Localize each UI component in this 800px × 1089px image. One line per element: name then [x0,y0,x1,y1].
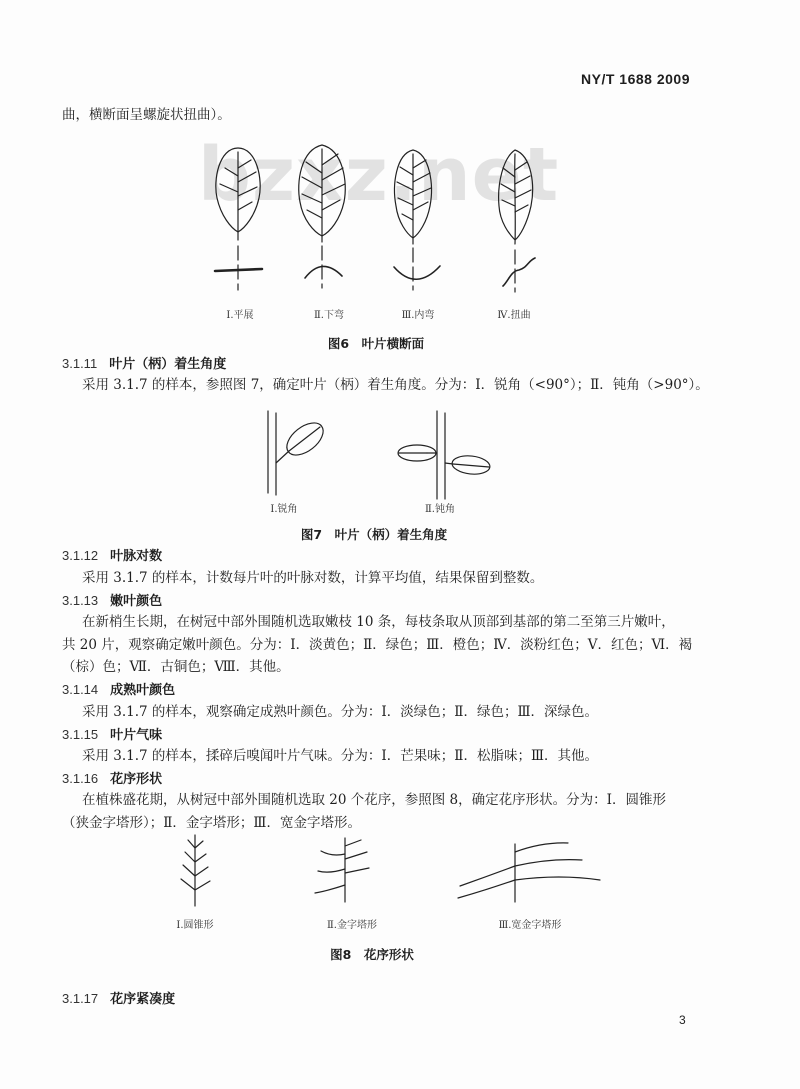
section-number: 3.1.12 [62,548,99,563]
pyramidal-inflorescence-drawing [315,838,369,902]
paragraph-line: 采用 3.1.7 的样本，观察确定成熟叶颜色。分为：Ⅰ．淡绿色；Ⅱ．绿色；Ⅲ．深绿色。 [82,704,598,720]
figure-6-label-in-curved: Ⅲ.内弯 [401,310,435,321]
paragraph-line: 采用 3.1.7 的样本，揉碎后嗅闻叶片气味。分为：Ⅰ．芒果味；Ⅱ．松脂味；Ⅲ．其他。 [82,748,598,764]
section-title: 成熟叶颜色 [110,683,176,698]
figure-8-label-conical: Ⅰ.圆锥形 [176,920,214,931]
section-title: 花序形状 [110,772,163,787]
continued-text-line: 曲，横断面呈螺旋状扭曲）。 [62,107,231,123]
page-number: 3 [679,1013,686,1027]
section-heading-3-1-12 [62,547,162,565]
section-heading-3-1-15 [62,726,162,744]
section-title: 叶片（柄）着生角度 [109,357,227,372]
section-title: 花序紧凑度 [110,992,176,1007]
section-heading-3-1-14 [62,681,175,699]
section-title: 嫩叶颜色 [110,594,163,609]
figure-7-leaf-angle-drawings [0,405,800,505]
section-heading-3-1-13 [62,592,162,610]
paragraph-line: （棕）色；Ⅶ．古铜色；Ⅷ．其他。 [62,659,290,675]
section-number: 3.1.16 [62,771,99,786]
figure-7-caption: 图7 叶片（柄）着生角度 [300,527,448,542]
paragraph-line: （狭金字塔形）；Ⅱ．金字塔形；Ⅲ．宽金字塔形。 [62,815,361,831]
figure-6-caption: 图6 叶片横断面 [327,336,425,351]
leaf-down-curved-drawing [299,145,346,288]
obtuse-angle-drawing [398,411,491,499]
section-heading-3-1-17 [62,990,175,1008]
leaf-flat-drawing [215,148,262,290]
section-title: 叶脉对数 [110,549,163,564]
figure-8-caption: 图8 花序形状 [330,947,414,962]
section-heading-3-1-16 [62,770,162,788]
figure-7-label-acute: Ⅰ.锐角 [270,504,298,515]
paragraph-line: 在植株盛花期，从树冠中部外围随机选取 20 个花序，参照图 8，确定花序形状。分为：Ⅰ．圆锥形 [82,792,666,808]
figure-8-inflorescence-shapes [0,830,800,910]
acute-angle-drawing [268,411,329,495]
figure-8-label-wide-pyramidal: Ⅲ.宽金字塔形 [498,920,562,931]
paragraph-line: 在新梢生长期，在树冠中部外围随机选取嫩枝 10 条，每枝条取从顶部到基部的第二至第三片嫩叶， [82,614,675,630]
watermark: bzxz.net [198,132,560,218]
section-number: 3.1.14 [62,682,99,697]
conical-inflorescence-drawing [181,835,210,906]
wide-pyramidal-inflorescence-drawing [458,843,600,902]
section-number: 3.1.15 [62,727,99,742]
figure-6-label-flat: Ⅰ.平展 [226,310,254,321]
section-title: 叶片气味 [110,728,163,743]
paragraph-line: 采用 3.1.7 的样本，计数每片叶的叶脉对数，计算平均值，结果保留到整数。 [82,570,544,586]
section-number: 3.1.17 [62,991,99,1006]
figure-6-label-down-curved: Ⅱ.下弯 [314,310,344,321]
figure-6-label-twisted: Ⅳ.扭曲 [497,310,531,321]
paragraph-line: 采用 3.1.7 的样本，参照图 7，确定叶片（柄）着生角度。分为：Ⅰ．锐角（<90°）；Ⅱ．钝角（>90°）。 [82,377,709,393]
section-number: 3.1.11 [62,356,98,371]
leaf-in-curved-drawing [394,150,440,290]
section-heading-3-1-11 [62,355,226,373]
figure-6-leaf-cross-sections [0,140,800,300]
section-number: 3.1.13 [62,593,99,608]
figure-7-label-obtuse: Ⅱ.钝角 [425,504,455,515]
figure-8-label-pyramidal: Ⅱ.金字塔形 [327,920,377,931]
leaf-twisted-drawing [499,150,535,292]
paragraph-line: 共 20 片，观察确定嫩叶颜色。分为：Ⅰ．淡黄色；Ⅱ．绿色；Ⅲ．橙色；Ⅳ．淡粉红色；Ⅴ．红色；Ⅵ．褐 [62,637,693,653]
standard-number-header: NY/T 1688 2009 [581,71,690,87]
